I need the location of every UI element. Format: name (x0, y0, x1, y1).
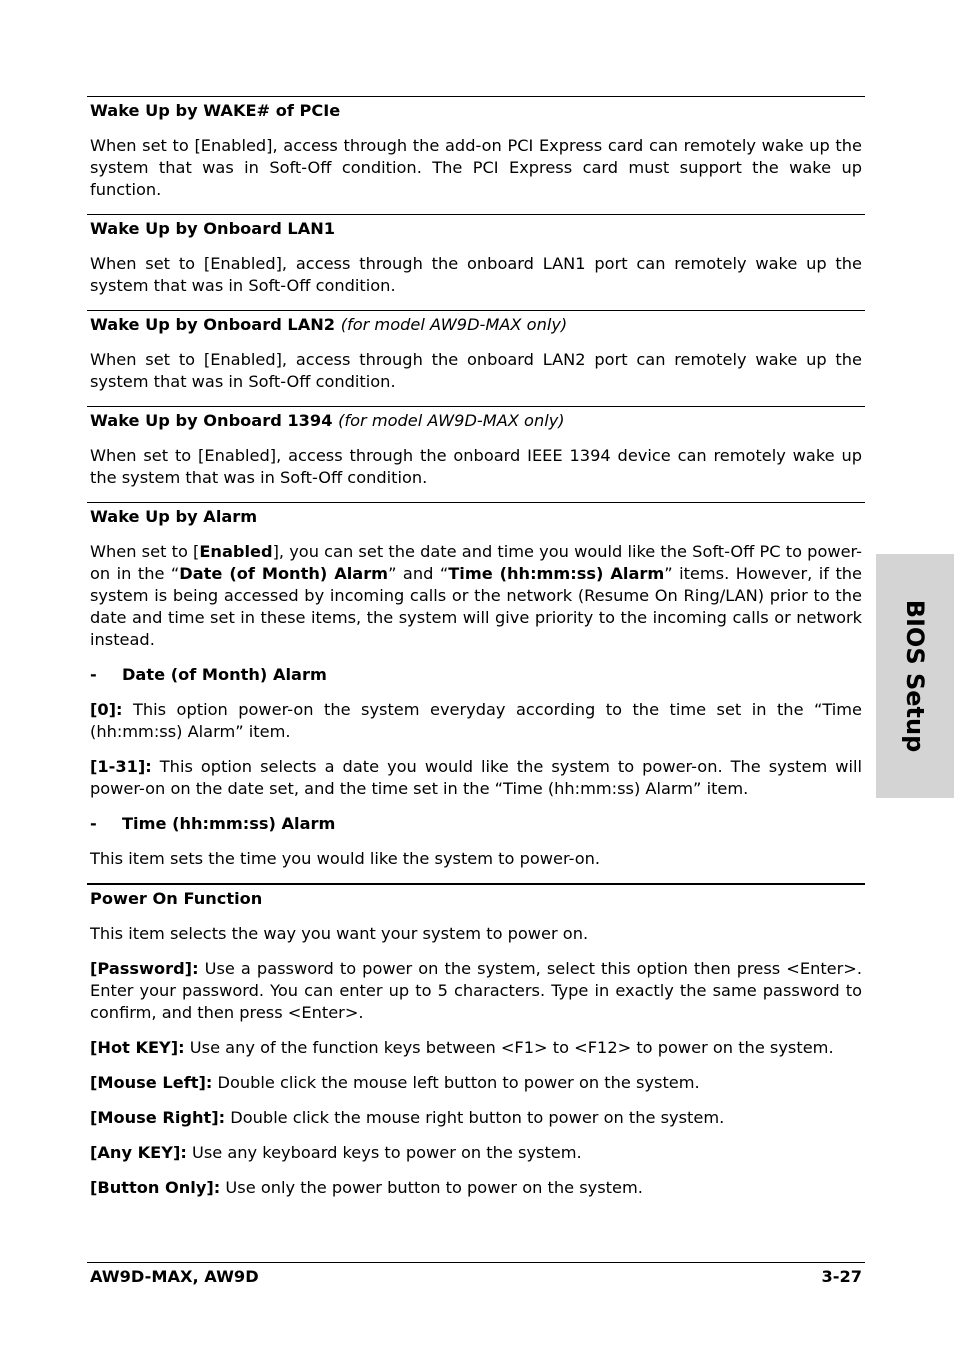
section-title: Wake Up by Onboard 1394 (90, 411, 333, 430)
option-label: [1-31]: (90, 757, 152, 776)
section-title: Wake Up by Alarm (90, 507, 258, 526)
subsection-label: Time (hh:mm:ss) Alarm (122, 814, 336, 833)
section-body: When set to [Enabled], access through the onboard LAN1 port can remotely wake up the system that was in Soft-Off condition. (90, 254, 862, 295)
option-paragraph (90, 1142, 862, 1164)
section-wake-lan1 (87, 214, 865, 297)
section-wake-1394 (87, 406, 865, 489)
section-title-note: (for model AW9D-MAX only) (338, 411, 565, 430)
option-paragraph (90, 958, 862, 1024)
section-title-row (90, 314, 862, 336)
option-paragraph (90, 1177, 862, 1199)
option-text: Use any of the function keys between <F1> to <F12> to power on the system. (184, 1038, 834, 1057)
chapter-side-tab (876, 554, 954, 798)
option-paragraph (90, 1037, 862, 1059)
page-content (87, 96, 865, 1212)
option-paragraph (90, 699, 862, 743)
section-body: When set to [Enabled], access through the onboard IEEE 1394 device can remotely wake up the system that was in Soft-Off condition. (90, 446, 862, 487)
section-wake-pcie (87, 96, 865, 201)
body-emphasis: Date (of Month) Alarm (179, 564, 389, 583)
body-text: ” items. However, if the system is being accessed by incoming calls or the network (Resume On Ring/LAN) prior to the date and time set in these items, the system will give priority to the incoming calls or network instead. (90, 564, 863, 649)
section-body (90, 541, 862, 651)
option-paragraph (90, 1107, 862, 1129)
chapter-tab-label: BIOS Setup (901, 599, 929, 753)
option-label: [0]: (90, 700, 123, 719)
body-emphasis: Time (hh:mm:ss) Alarm (448, 564, 665, 583)
body-text: ], you can set the date and time you would like the Soft-Off PC to power-on in the “ (90, 542, 863, 583)
option-text: Use only the power button to power on the system. (220, 1178, 643, 1197)
section-title: Wake Up by Onboard LAN1 (90, 219, 336, 238)
option-text: Use a password to power on the system, select this option then press <Enter>. Enter your password. You can enter up to 5 characters. Type in exactly the same password to confirm, and then press <Enter>. (90, 959, 862, 1022)
section-wake-alarm (87, 502, 865, 870)
page-number: 3-27 (821, 1267, 862, 1286)
option-label: [Mouse Right]: (90, 1108, 226, 1127)
option-label: [Button Only]: (90, 1178, 221, 1197)
subsection-label: Date (of Month) Alarm (122, 665, 327, 684)
subsection-title (90, 813, 862, 835)
option-text: This option power-on the system everyday according to the time set in the “Time (hh:mm:ss) Alarm” item. (90, 700, 862, 741)
section-title-row (90, 410, 862, 432)
section-body: When set to [Enabled], access through the add-on PCI Express card can remotely wake up the system that was in Soft-Off condition. The PCI Express card must support the wake up function. (90, 136, 862, 199)
subsection-title (90, 664, 862, 686)
section-body: When set to [Enabled], access through the onboard LAN2 port can remotely wake up the system that was in Soft-Off condition. (90, 350, 862, 391)
section-title: Wake Up by Onboard LAN2 (90, 315, 336, 334)
option-label: [Mouse Left]: (90, 1073, 213, 1092)
dash-marker: - (90, 665, 97, 684)
option-text: Double click the mouse right button to power on the system. (225, 1108, 725, 1127)
section-title-note: (for model AW9D-MAX only) (340, 315, 568, 334)
body-emphasis: Enabled (199, 542, 273, 561)
option-text: Use any keyboard keys to power on the system. (186, 1143, 582, 1162)
section-power-on-function (87, 883, 865, 1199)
page-footer (87, 1262, 865, 1286)
option-paragraph (90, 756, 862, 800)
section-title: Power On Function (90, 889, 263, 908)
body-text: When set to [ (90, 542, 200, 561)
body-text: ” and “ (388, 564, 449, 583)
footer-model: AW9D-MAX, AW9D (90, 1267, 259, 1286)
section-title: Wake Up by WAKE# of PCIe (90, 101, 341, 120)
option-text: This option selects a date you would like the system to power-on. The system will power-on on the date set, and the time set in the “Time (hh:mm:ss) Alarm” item. (90, 757, 862, 798)
dash-marker: - (90, 814, 97, 833)
option-label: [Password]: (90, 959, 199, 978)
section-body: This item selects the way you want your system to power on. (90, 924, 589, 943)
section-body: This item sets the time you would like the system to power-on. (90, 849, 601, 868)
option-label: [Any KEY]: (90, 1143, 187, 1162)
option-paragraph (90, 1072, 862, 1094)
section-wake-lan2 (87, 310, 865, 393)
option-label: [Hot KEY]: (90, 1038, 185, 1057)
option-text: Double click the mouse left button to power on the system. (212, 1073, 700, 1092)
